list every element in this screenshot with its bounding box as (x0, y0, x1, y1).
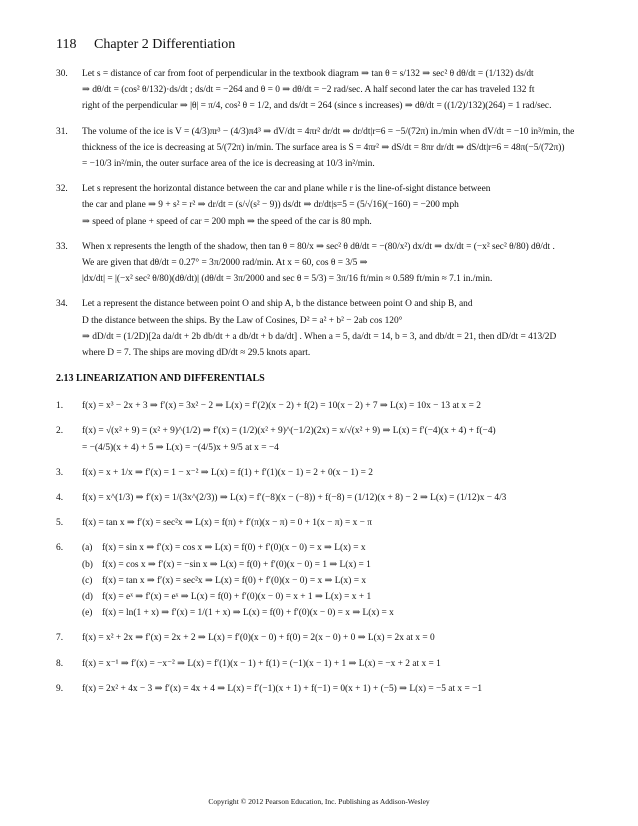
problem-text (82, 181, 602, 230)
problem-text (82, 630, 602, 646)
problem-text (82, 490, 602, 506)
sub-part (82, 540, 602, 556)
problem (56, 423, 602, 455)
problem-line: ⇒ dθ/dt = (cos² θ/132)·ds/dt ; ds/dt = −264 and θ = 0 ⇒ dθ/dt = −2 rad/sec. A half second later the car has traveled 132 ft (82, 85, 535, 96)
problem (56, 239, 602, 288)
problem-line: = −10/3 in²/min, the outer surface area of the ice is decreasing at 10/3 in²/min. (82, 159, 375, 170)
problem-text (82, 239, 602, 288)
problem-number: 7. (56, 633, 64, 644)
sub-part-label: (c) (82, 575, 93, 586)
problem-text (82, 423, 602, 455)
problem-text (82, 656, 602, 672)
problem (56, 656, 602, 672)
sub-part (82, 605, 602, 621)
problem-line: the car and plane ⇒ 9 + s² = r² ⇒ dr/dt = (s/√(s² − 9)) ds/dt ⇒ dr/dt|s=5 = (5/√16)(−160) = −200 mph (82, 200, 459, 211)
problem-line: |dx/dt| = |(−x² sec² θ/80)(dθ/dt)| (dθ/dt = 3π/2000 and sec θ = 5/3) = 3π/16 ft/min ≈ 0.589 ft/min ≈ 7.1 in./min. (82, 274, 493, 285)
problems-group-related-rates (56, 66, 602, 361)
problem-number: 8. (56, 658, 64, 669)
problem-line: f(x) = x² + 2x ⇒ f′(x) = 2x + 2 ⇒ L(x) = f′(0)(x − 0) + f(0) = 2(x − 0) + 0 ⇒ L(x) = 2x at x = 0 (82, 633, 435, 644)
problem (56, 630, 602, 646)
problem-6-parts (82, 540, 602, 621)
sub-part-text: f(x) = tan x ⇒ f′(x) = sec²x ⇒ L(x) = f(0) + f′(0)(x − 0) = x ⇒ L(x) = x (102, 575, 367, 586)
sub-part-label: (a) (82, 543, 93, 554)
page-header (56, 37, 235, 53)
problem-line: The volume of the ice is V = (4/3)πr³ − (4/3)π4³ ⇒ dV/dt = 4πr² dr/dt ⇒ dr/dt|r=6 = −5/(72π) in./min when dV/dt = −10 in³/min, the (82, 126, 575, 137)
problem-line: f(x) = x^(1/3) ⇒ f′(x) = 1/(3x^(2/3)) ⇒ L(x) = f′(−8)(x − (−8)) + f(−8) = (1/12)(x + 8) − 2 ⇒ L(x) = (1/12)x − 4/3 (82, 493, 507, 504)
sub-part-label: (b) (82, 559, 93, 570)
problem-line: We are given that dθ/dt = 0.27° = 3π/2000 rad/min. At x = 60, cos θ = 3/5 ⇒ (82, 258, 368, 269)
problem-number: 31. (56, 126, 68, 137)
problem-number: 4. (56, 493, 64, 504)
problem-line: f(x) = x⁻¹ ⇒ f′(x) = −x⁻² ⇒ L(x) = f′(1)(x − 1) + f(1) = (−1)(x − 1) + 1 ⇒ L(x) = −x + 2 at x = 1 (82, 658, 441, 669)
problem-number: 1. (56, 401, 64, 412)
problem-line: f(x) = 2x² + 4x − 3 ⇒ f′(x) = 4x + 4 ⇒ L(x) = f′(−1)(x + 1) + f(−1) = 0(x + 1) + (−5) ⇒ L(x) = −5 at x = −1 (82, 683, 483, 694)
problem (56, 124, 602, 173)
problem-text (82, 398, 602, 414)
sub-part-label: (e) (82, 608, 93, 619)
problem (56, 465, 602, 481)
problem-line: Let s = distance of car from foot of perpendicular in the textbook diagram ⇒ tan θ = s/132 ⇒ sec² θ dθ/dt = (1/132) ds/dt (82, 69, 534, 79)
problem (56, 515, 602, 531)
problem-line: right of the perpendicular ⇒ |θ| = π/4, cos² θ = 1/2, and ds/dt = 264 (since s increases) ⇒ dθ/dt = ((1/2)/132)(264) = 1 rad/sec. (82, 101, 552, 112)
copyright-footer: Copyright © 2012 Pearson Education, Inc. Publishing as Addison-Wesley (208, 797, 430, 806)
problem-line: D the distance between the ships. By the Law of Cosines, D² = a² + b² − 2ab cos 120° (82, 315, 403, 326)
problem-text (82, 296, 602, 361)
problem-number: 34. (56, 299, 68, 310)
sub-part-text: f(x) = sin x ⇒ f′(x) = cos x ⇒ L(x) = f(0) + f′(0)(x − 0) = x ⇒ L(x) = x (102, 543, 366, 554)
sub-part (82, 589, 602, 605)
problem-number: 2. (56, 426, 64, 437)
problem (56, 490, 602, 506)
sub-part-text: f(x) = cos x ⇒ f′(x) = −sin x ⇒ L(x) = f(0) + f′(0)(x − 0) = 1 ⇒ L(x) = 1 (102, 559, 371, 570)
problem-text (82, 124, 602, 173)
problem-number: 32. (56, 184, 68, 195)
problem-line: thickness of the ice is decreasing at 5/(72π) in/min. The surface area is S = 4πr² ⇒ dS/dt = 8πr dr/dt ⇒ dS/dt|r=6 = 48π(−5/(72π)) (82, 142, 565, 153)
problems-group-linearization (56, 398, 602, 531)
sub-part (82, 573, 602, 589)
problem (56, 66, 602, 115)
problem-number: 33. (56, 241, 68, 252)
problem-number: 6. (56, 543, 64, 554)
problem (56, 398, 602, 414)
problem-line: f(x) = √(x² + 9) = (x² + 9)^(1/2) ⇒ f′(x) = (1/2)(x² + 9)^(−1/2)(2x) = x/√(x² + 9) ⇒ L(x) = f′(−4)(x + 4) + f(−4) (82, 426, 496, 437)
sub-part-text: f(x) = eˣ ⇒ f′(x) = eˣ ⇒ L(x) = f(0) + f′(0)(x − 0) = x + 1 ⇒ L(x) = x + 1 (102, 592, 372, 603)
problem-line: f(x) = x³ − 2x + 3 ⇒ f′(x) = 3x² − 2 ⇒ L(x) = f′(2)(x − 2) + f(2) = 10(x − 2) + 7 ⇒ L(x) = 10x − 13 at x = 2 (82, 401, 481, 412)
problem-number: 5. (56, 518, 64, 529)
problem (56, 181, 602, 230)
page-number: 118 (56, 37, 77, 52)
sub-part (82, 557, 602, 573)
problem-line: where D = 7. The ships are moving dD/dt ≈ 29.5 knots apart. (82, 348, 311, 359)
problem-text (82, 515, 602, 531)
problem-line: Let a represent the distance between point O and ship A, b the distance between point O and ship B, and (82, 299, 473, 310)
problem-number: 3. (56, 467, 64, 478)
problems-group-linearization-continued (56, 630, 602, 697)
problem (56, 296, 602, 361)
problem-line: ⇒ dD/dt = (1/2D)[2a da/dt + 2b db/dt + a db/dt + b da/dt] . When a = 5, da/dt = 14, b = 3, and db/dt = 21, then dD/dt = 413/2D (82, 331, 557, 342)
page-body (56, 66, 602, 706)
problem-text (82, 66, 602, 115)
problem (56, 681, 602, 697)
problem-line: f(x) = x + 1/x ⇒ f′(x) = 1 − x⁻² ⇒ L(x) = f(1) + f′(1)(x − 1) = 2 + 0(x − 1) = 2 (82, 467, 373, 478)
problem-line: f(x) = tan x ⇒ f′(x) = sec²x ⇒ L(x) = f(π) + f′(π)(x − π) = 0 + 1(x − π) = x − π (82, 518, 372, 529)
problem-text (82, 465, 602, 481)
problem-line: ⇒ speed of plane + speed of car = 200 mph ⇒ the speed of the car is 80 mph. (82, 216, 372, 227)
problem-number: 9. (56, 683, 64, 694)
sub-part-text: f(x) = ln(1 + x) ⇒ f′(x) = 1/(1 + x) ⇒ L(x) = f(0) + f′(0)(x − 0) = x ⇒ L(x) = x (102, 608, 394, 619)
problem-line: = −(4/5)(x + 4) + 5 ⇒ L(x) = −(4/5)x + 9/5 at x = −4 (82, 442, 279, 453)
problem-number: 30. (56, 69, 68, 79)
sub-part-label: (d) (82, 592, 93, 603)
problem-6 (56, 540, 602, 621)
section-title: 2.13 LINEARIZATION AND DIFFERENTIALS (56, 373, 265, 385)
problem-line: When x represents the length of the shadow, then tan θ = 80/x ⇒ sec² θ dθ/dt = −(80/x²) dx/dt ⇒ dx/dt = (−x² sec² θ/80) dθ/dt . (82, 241, 555, 252)
chapter-title: Chapter 2 Differentiation (93, 37, 236, 52)
problem-text (82, 681, 602, 697)
problem-line: Let s represent the horizontal distance between the car and plane while r is the line-of-sight distance between (82, 184, 491, 195)
